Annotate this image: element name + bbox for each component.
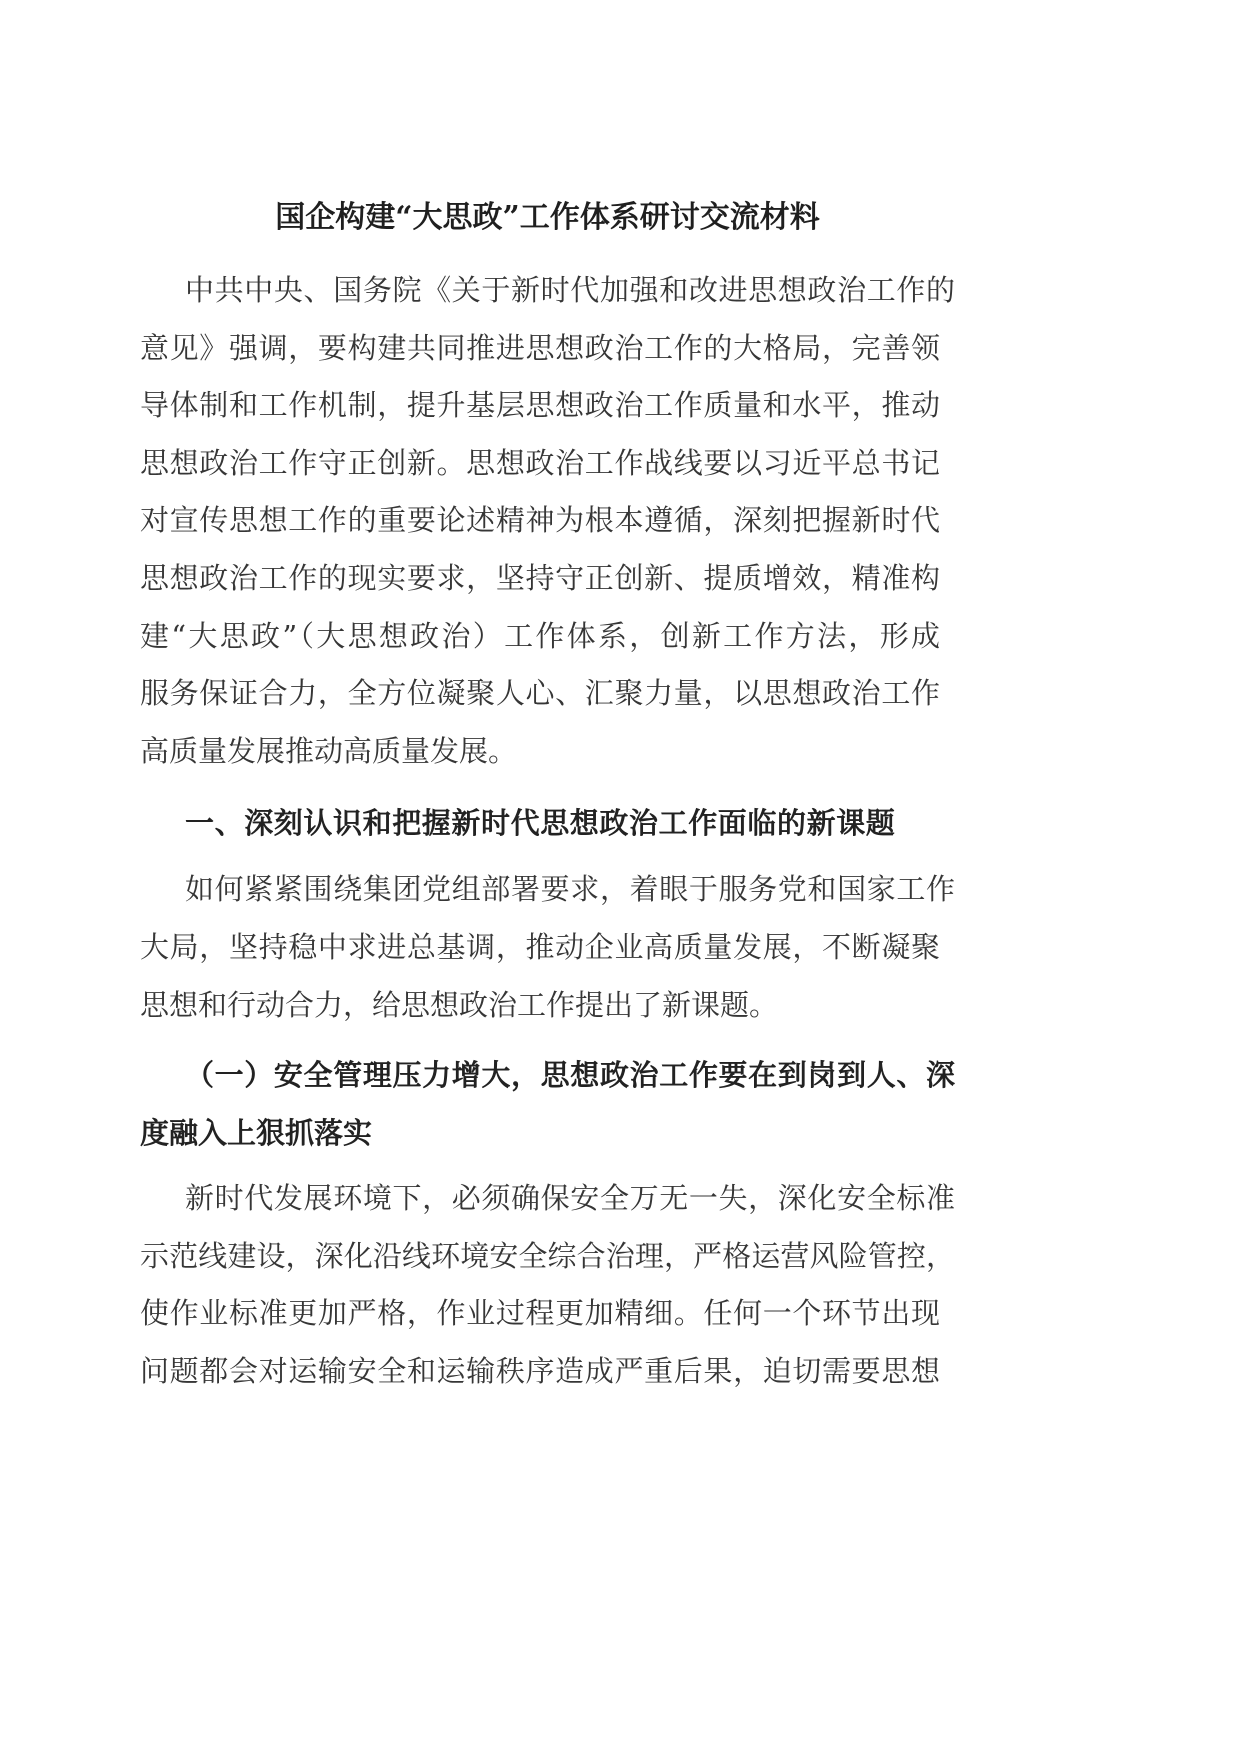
section-heading (0, 794, 1240, 852)
paragraph-line: 思想和行动合力，给思想政治工作提出了新课题。 (140, 987, 779, 1022)
section-paragraph (0, 861, 1240, 1034)
document-title: 国企构建“大思政”工作体系研讨交流材料 (275, 200, 820, 235)
paragraph-line: 大局，坚持稳中求进总基调，推动企业高质量发展，不断凝聚 (140, 929, 940, 964)
paragraph-line: 新时代发展环境下，必须确保安全万无一失，深化安全标准 (185, 1181, 955, 1216)
paragraph-line: 高质量发展推动高质量发展。 (140, 733, 518, 768)
paragraph-line: 意见》强调，要构建共同推进思想政治工作的大格局，完善领 (140, 330, 940, 365)
paragraph-line: 示范线建设，深化沿线环境安全综合治理，严格运营风险管控， (140, 1238, 955, 1273)
paragraph-line: 对宣传思想工作的重要论述精神为根本遵循，深刻把握新时代 (140, 503, 940, 538)
heading-line: （一）安全管理压力增大，思想政治工作要在到岗到人、深 (185, 1058, 955, 1093)
heading-line: 度融入上狠抓落实 (140, 1116, 373, 1151)
paragraph-line: 中共中央、国务院《关于新时代加强和改进思想政治工作的 (185, 273, 955, 307)
paragraph-line: 建“大思政”（大思想政治）工作体系，创新工作方法，形成 (140, 618, 940, 653)
subsection-heading (0, 1046, 1240, 1162)
intro-paragraph (0, 262, 1240, 780)
paragraph-line: 思想政治工作守正创新。思想政治工作战线要以习近平总书记 (140, 445, 940, 480)
document-body (0, 189, 1240, 1401)
paragraph-line: 使作业标准更加严格，作业过程更加精细。任何一个环节出现 (140, 1296, 940, 1331)
subsection-paragraph (0, 1170, 1240, 1400)
heading-line: 一、深刻认识和把握新时代思想政治工作面临的新课题 (185, 806, 896, 841)
paragraph-line: 如何紧紧围绕集团党组部署要求，着眼于服务党和国家工作 (185, 872, 955, 907)
paragraph-line: 服务保证合力，全方位凝聚人心、汇聚力量，以思想政治工作 (140, 676, 940, 711)
paragraph-line: 导体制和工作机制，提升基层思想政治工作质量和水平，推动 (140, 388, 940, 423)
paragraph-line: 问题都会对运输安全和运输秩序造成严重后果，迫切需要思想 (140, 1353, 940, 1388)
paragraph-line: 思想政治工作的现实要求，坚持守正创新、提质增效，精准构 (140, 560, 940, 595)
